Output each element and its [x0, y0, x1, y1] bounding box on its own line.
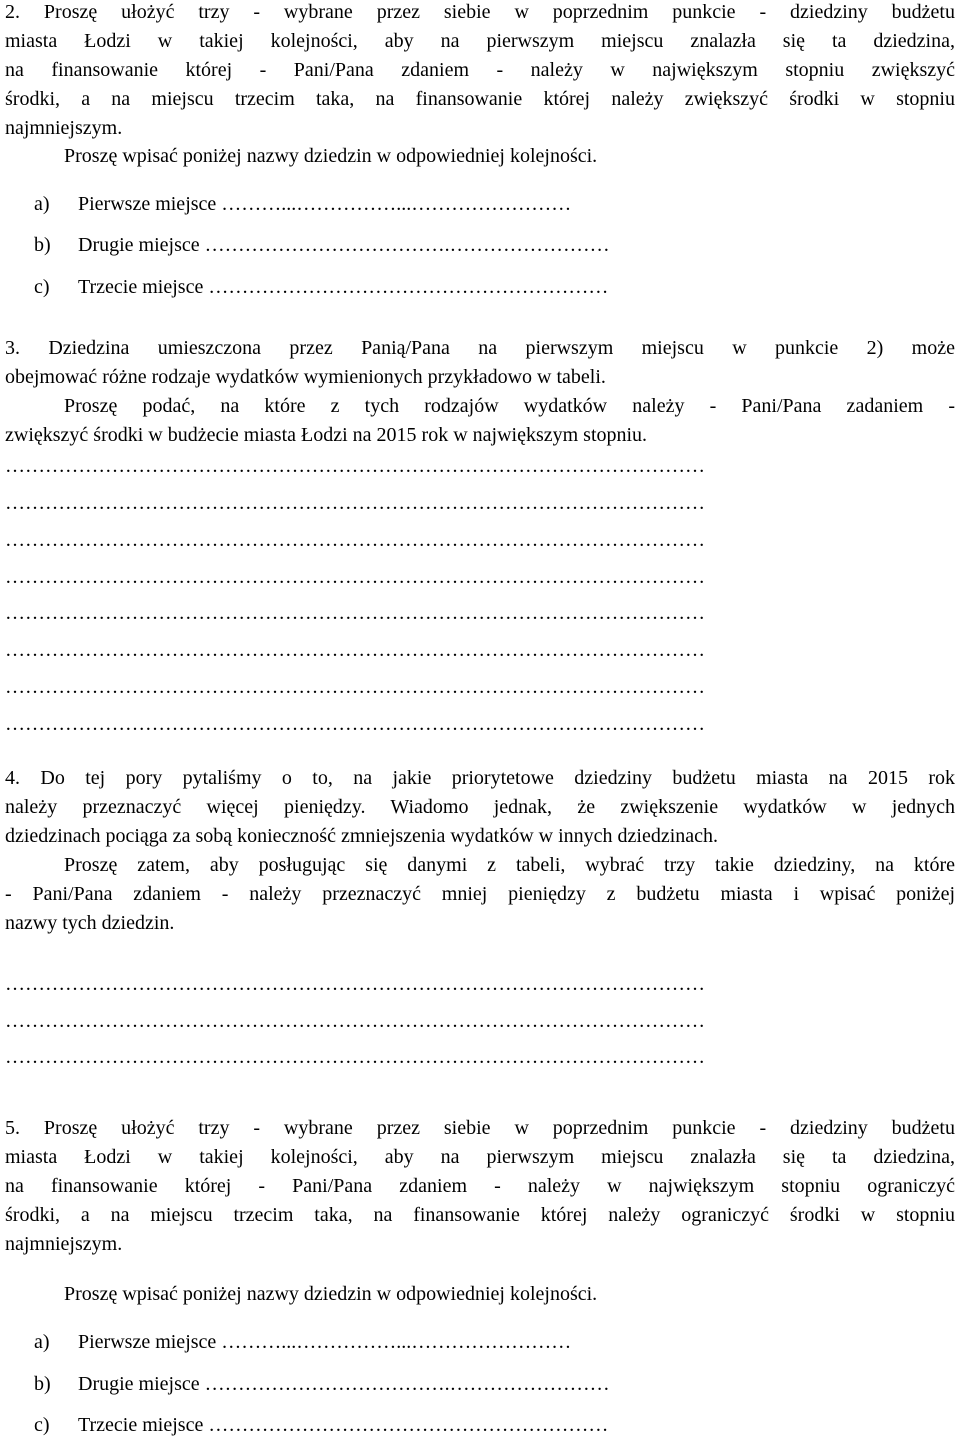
q5-first-place-field[interactable] [34, 1328, 571, 1357]
question-3-text [5, 334, 955, 392]
question-2-line: środki, a na miejscu trzecim taka, na finansowanie której należy zwiększyć środki w stopniu [5, 88, 955, 110]
question-2-line: 2. Proszę ułożyć trzy - wybrane przez siebie w poprzednim punkcie - dziedziny budżetu [5, 1, 955, 23]
question-5-line: 5. Proszę ułożyć trzy - wybrane przez siebie w poprzednim punkcie - dziedziny budżetu [5, 1117, 955, 1139]
question-2-text [5, 0, 955, 143]
question-4-instruction-first [64, 851, 955, 880]
question-5-line: najmniejszym. [5, 1233, 123, 1255]
question-2-line: na finansowanie której - Pani/Pana zdaniem - należy w największym stopniu zwiększyć [5, 59, 955, 81]
item-text: Pierwsze miejsce ………...……………...…………………… [78, 1331, 572, 1353]
q5-second-place-field[interactable] [34, 1370, 610, 1399]
item-letter: a) [34, 193, 50, 215]
q4-answer-line[interactable]: …………………………………………………………………………………………… [5, 973, 705, 995]
item-letter: a) [34, 1331, 50, 1353]
question-2-line: miasta Łodzi w takiej kolejności, aby na pierwszym miejscu znalazła się ta dziedzina, [5, 30, 955, 52]
question-3-instruction-second: zwiększyć środki w budżecie miasta Łodzi na 2015 rok w największym stopniu. [5, 424, 648, 446]
q3-answer-line[interactable]: …………………………………………………………………………………………… [5, 713, 705, 735]
q3-answer-line[interactable]: …………………………………………………………………………………………… [5, 602, 705, 624]
q3-answer-line[interactable]: …………………………………………………………………………………………… [5, 639, 705, 661]
q5-third-place-field[interactable] [34, 1411, 608, 1440]
question-4-line: dziedzinach pociąga za sobą konieczność zmniejszenia wydatków w innych dziedzinach. [5, 825, 719, 847]
q3-answer-line[interactable]: …………………………………………………………………………………………… [5, 529, 705, 551]
item-letter: b) [34, 234, 51, 256]
question-5-line: środki, a na miejscu trzecim taka, na finansowanie której należy ograniczyć środki w stopniu [5, 1204, 955, 1226]
question-2-instruction: Proszę wpisać poniżej nazwy dziedzin w odpowiedniej kolejności. [64, 145, 598, 167]
question-4-line: 4. Do tej pory pytaliśmy o to, na jakie priorytetowe dziedziny budżetu miasta na 2015 rok [5, 767, 955, 789]
question-3-line: obejmować różne rodzaje wydatków wymienionych przykładowo w tabeli. [5, 366, 606, 388]
question-4-instruction-line: nazwy tych dziedzin. [5, 912, 175, 934]
q2-third-place-field[interactable] [34, 273, 608, 302]
item-text: Drugie miejsce ……………………………….…………………… [78, 234, 610, 256]
q3-answer-line[interactable]: …………………………………………………………………………………………… [5, 455, 705, 477]
question-4-line: należy przeznaczyć więcej pieniędzy. Wiadomo jednak, że zwiększenie wydatków w jednych [5, 796, 955, 818]
question-4-instruction-line: Proszę zatem, aby posługując się danymi z tabeli, wybrać trzy takie dziedziny, na które [64, 854, 955, 876]
question-2-line: najmniejszym. [5, 117, 123, 139]
q3-answer-line[interactable]: …………………………………………………………………………………………… [5, 676, 705, 698]
q4-answer-line[interactable]: …………………………………………………………………………………………… [5, 1010, 705, 1032]
item-text: Pierwsze miejsce ………...……………...…………………… [78, 193, 572, 215]
item-text: Trzecie miejsce …………………………………………………… [78, 276, 609, 298]
question-4-instruction-rest [5, 880, 955, 938]
question-5-line: miasta Łodzi w takiej kolejności, aby na pierwszym miejscu znalazła się ta dziedzina, [5, 1146, 955, 1168]
item-letter: c) [34, 276, 50, 298]
question-4-instruction-line: - Pani/Pana zdaniem - należy przeznaczyć mniej pieniędzy z budżetu miasta i wpisać poniżej [5, 883, 955, 905]
item-text: Drugie miejsce ……………………………….…………………… [78, 1373, 610, 1395]
question-5-text [5, 1114, 955, 1259]
q4-answer-line[interactable]: …………………………………………………………………………………………… [5, 1046, 705, 1068]
question-3-instruction-first [64, 392, 955, 421]
item-letter: c) [34, 1414, 50, 1436]
question-4-text [5, 764, 955, 851]
question-5-line: na finansowanie której - Pani/Pana zdaniem - należy w największym stopniu ograniczyć [5, 1175, 955, 1197]
q2-first-place-field[interactable] [34, 190, 571, 219]
item-letter: b) [34, 1373, 51, 1395]
item-text: Trzecie miejsce …………………………………………………… [78, 1414, 609, 1436]
q2-second-place-field[interactable] [34, 231, 610, 260]
q3-answer-line[interactable]: …………………………………………………………………………………………… [5, 566, 705, 588]
question-5-instruction: Proszę wpisać poniżej nazwy dziedzin w odpowiedniej kolejności. [64, 1283, 598, 1305]
question-3-instruction-line: Proszę podać, na które z tych rodzajów wydatków należy - Pani/Pana zadaniem - [64, 395, 955, 417]
question-3-line: 3. Dziedzina umieszczona przez Panią/Pana na pierwszym miejscu w punkcie 2) może [5, 337, 955, 359]
q3-answer-line[interactable]: …………………………………………………………………………………………… [5, 492, 705, 514]
